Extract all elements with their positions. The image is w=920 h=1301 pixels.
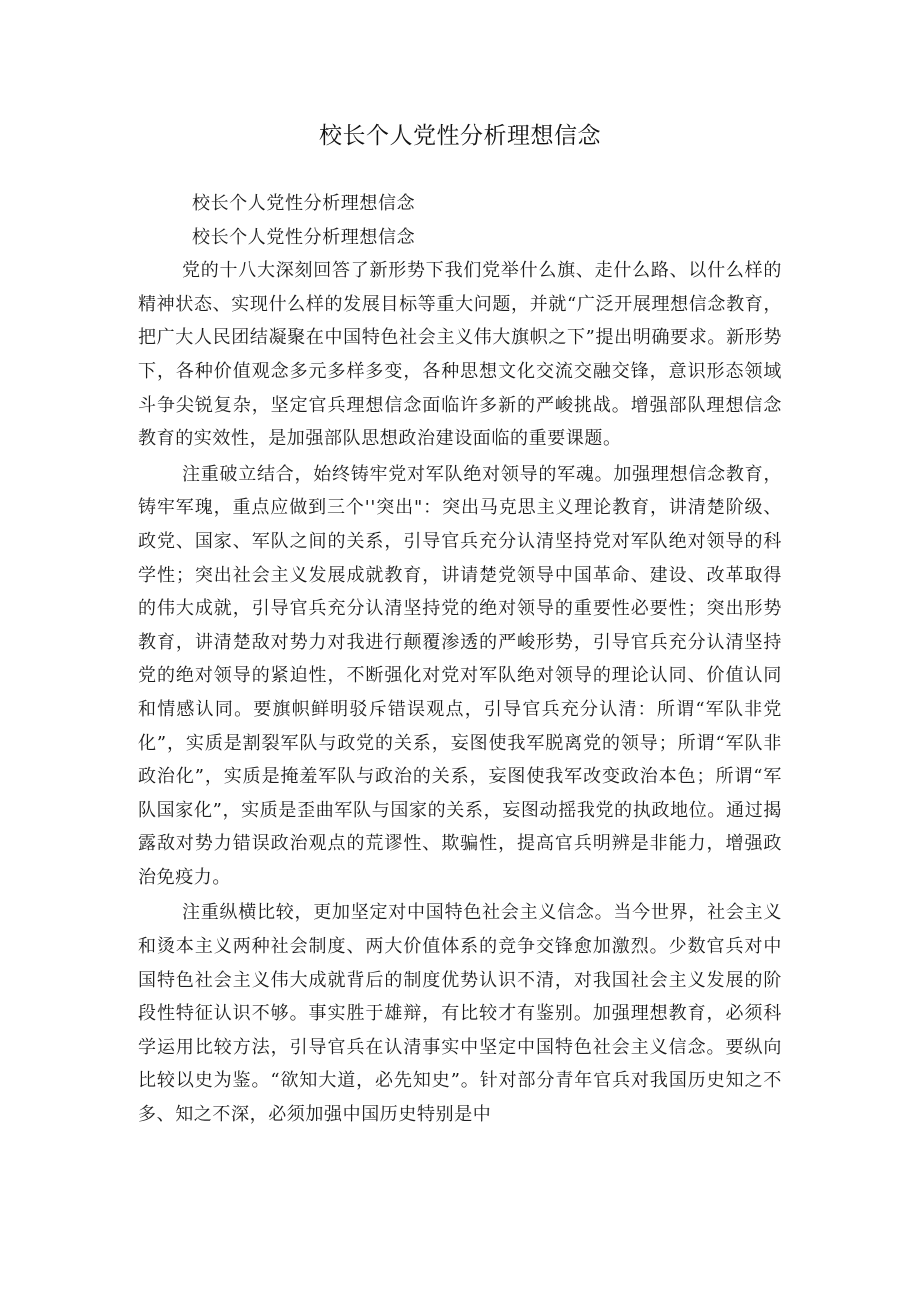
subheading: 校长个人党性分析理想信念 <box>192 226 416 248</box>
paragraph: 党的十八大深刻回答了新形势下我们党举什么旗、走什么路、以什么样的精神状态、实现什么样的发展目标等重大问题，并就“广泛开展理想信念教育，把广大人民团结凝聚在中国特色社会主义伟大旗帜之下”提出明确要求。新形势下，各种价值观念多元多样多变，各种思想文化交流交融交锋，意识形态领域斗争尖锐复杂，坚定官兵理想信念面临许多新的严峻挑战。增强部队理想信念教育的实效性，是加强部队思想政治建设面临的重要课题。 <box>138 260 782 450</box>
document-title: 校长个人党性分析理想信念 <box>319 123 601 149</box>
paragraph: 注重破立结合，始终铸牢党对军队绝对领导的军魂。加强理想信念教育，铸牢军瑰，重点应做到三个''突出"：突出马克思主义理论教育，讲清楚阶级、政党、国家、军队之间的关系，引导官兵充分认清坚持党对军队绝对领导的科学性；突出社会主义发展成就教育，讲请楚党领导中国革命、建设、改革取得的伟大成就，引导官兵充分认清坚持党的绝对领导的重要性必要性；突出形势教育，讲清楚敌对势力对我进行颠覆渗透的严峻形势，引导官兵充分认清坚持党的绝对领导的紧迫性，不断强化对党对军队绝对领导的理论认同、价值认同和情感认同。要旗帜鲜明驳斥错误观点，引导官兵充分认清：所谓“军队非党化”，实质是割裂军队与政党的关系，妄图使我军脱离党的领导；所谓“军队非政治化”，实质是掩羞军队与政治的关系，妄图使我军改变政治本色；所谓“军队国家化”，实质是歪曲军队与国家的关系，妄图动摇我党的执政地位。通过揭露敌对势力错误政治观点的荒谬性、欺骗性，提高官兵明辨是非能力，增强政治免疫力。 <box>138 463 782 888</box>
paragraph: 注重纵横比较，更加坚定对中国特色社会主义信念。当今世界，社会主义和烫本主义两种社会制度、两大价值体系的竞争交锋愈加激烈。少数官兵对中国特色社会主义伟大成就背后的制度优势认识不清，对我国社会主义发展的阶段性特征认识不够。事实胜于雄辩，有比较才有鉴别。加强理想教育，必须科学运用比较方法，引导官兵在认清事实中坚定中国特色社会主义信念。要纵向比较以史为鉴。“欲知大道，必先知史”。针对部分青年官兵对我国历史知之不多、知之不深，必须加强中国历史特别是中 <box>138 902 782 1126</box>
subheading: 校长个人党性分析理想信念 <box>192 193 416 214</box>
document-body <box>138 187 782 1132</box>
